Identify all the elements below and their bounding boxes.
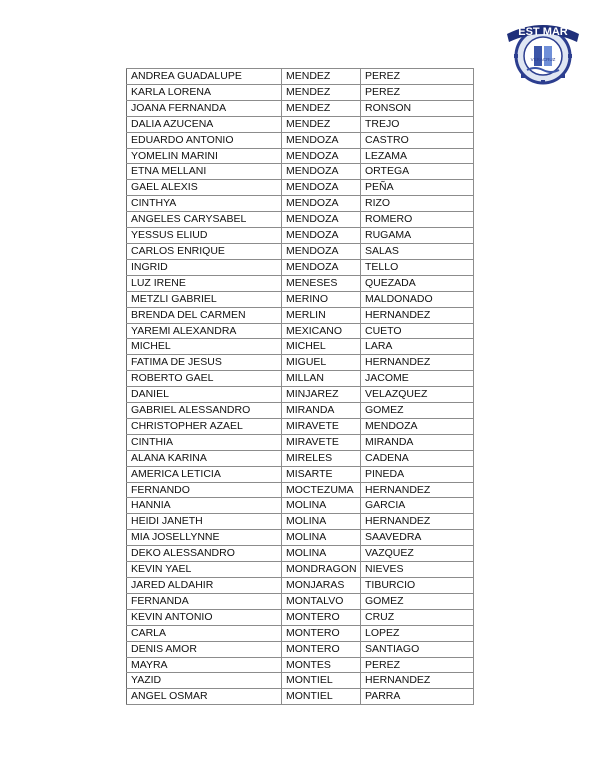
paternal-surname-cell: MINJAREZ: [282, 387, 361, 403]
paternal-surname-cell: MONJARAS: [282, 578, 361, 594]
given-names-cell: INGRID: [127, 259, 282, 275]
student-row: [127, 466, 474, 482]
maternal-surname-cell: ORTEGA: [361, 164, 474, 180]
student-row: [127, 180, 474, 196]
maternal-surname-cell: GARCIA: [361, 498, 474, 514]
paternal-surname-cell: MERINO: [282, 291, 361, 307]
given-names-cell: MAYRA: [127, 657, 282, 673]
maternal-surname-cell: HERNANDEZ: [361, 355, 474, 371]
paternal-surname-cell: MIRELES: [282, 450, 361, 466]
paternal-surname-cell: MONTERO: [282, 609, 361, 625]
paternal-surname-cell: MOLINA: [282, 514, 361, 530]
paternal-surname-cell: MENDOZA: [282, 228, 361, 244]
given-names-cell: DENIS AMOR: [127, 641, 282, 657]
paternal-surname-cell: MENDOZA: [282, 164, 361, 180]
student-row: [127, 339, 474, 355]
student-row: [127, 291, 474, 307]
given-names-cell: JARED ALDAHIR: [127, 578, 282, 594]
given-names-cell: BRENDA DEL CARMEN: [127, 307, 282, 323]
maternal-surname-cell: MIRANDA: [361, 434, 474, 450]
given-names-cell: ANDREA GUADALUPE: [127, 69, 282, 85]
given-names-cell: HEIDI JANETH: [127, 514, 282, 530]
maternal-surname-cell: HERNANDEZ: [361, 307, 474, 323]
given-names-cell: HANNIA: [127, 498, 282, 514]
given-names-cell: CHRISTOPHER AZAEL: [127, 418, 282, 434]
student-row: [127, 514, 474, 530]
paternal-surname-cell: MIRANDA: [282, 403, 361, 419]
maternal-surname-cell: NIEVES: [361, 562, 474, 578]
given-names-cell: CINTHIA: [127, 434, 282, 450]
paternal-surname-cell: MIRAVETE: [282, 434, 361, 450]
given-names-cell: ETNA MELLANI: [127, 164, 282, 180]
student-row: [127, 148, 474, 164]
given-names-cell: CARLOS ENRIQUE: [127, 243, 282, 259]
student-roster-body: [127, 69, 474, 705]
student-row: [127, 371, 474, 387]
paternal-surname-cell: MENDOZA: [282, 259, 361, 275]
student-row: [127, 673, 474, 689]
student-row: [127, 355, 474, 371]
paternal-surname-cell: MENDOZA: [282, 196, 361, 212]
student-row: [127, 641, 474, 657]
paternal-surname-cell: MENDOZA: [282, 243, 361, 259]
maternal-surname-cell: GOMEZ: [361, 403, 474, 419]
paternal-surname-cell: MENDOZA: [282, 180, 361, 196]
maternal-surname-cell: MENDOZA: [361, 418, 474, 434]
logo-ring-text: VERACRUZ: [530, 57, 556, 62]
given-names-cell: YAZID: [127, 673, 282, 689]
student-row: [127, 100, 474, 116]
maternal-surname-cell: SALAS: [361, 243, 474, 259]
maternal-surname-cell: MALDONADO: [361, 291, 474, 307]
school-logo: [503, 14, 583, 86]
student-row: [127, 228, 474, 244]
paternal-surname-cell: MONTIEL: [282, 689, 361, 705]
given-names-cell: CARLA: [127, 625, 282, 641]
student-row: [127, 625, 474, 641]
student-row: [127, 275, 474, 291]
paternal-surname-cell: MONTERO: [282, 625, 361, 641]
student-row: [127, 562, 474, 578]
maternal-surname-cell: PARRA: [361, 689, 474, 705]
paternal-surname-cell: MONTIEL: [282, 673, 361, 689]
maternal-surname-cell: ROMERO: [361, 212, 474, 228]
given-names-cell: FERNANDO: [127, 482, 282, 498]
paternal-surname-cell: MENDEZ: [282, 84, 361, 100]
student-row: [127, 546, 474, 562]
paternal-surname-cell: MENDEZ: [282, 100, 361, 116]
given-names-cell: GABRIEL ALESSANDRO: [127, 403, 282, 419]
given-names-cell: ANGEL OSMAR: [127, 689, 282, 705]
student-row: [127, 593, 474, 609]
paternal-surname-cell: MONTERO: [282, 641, 361, 657]
paternal-surname-cell: MENDOZA: [282, 132, 361, 148]
given-names-cell: KEVIN ANTONIO: [127, 609, 282, 625]
given-names-cell: ANGELES CARYSABEL: [127, 212, 282, 228]
student-row: [127, 164, 474, 180]
student-row: [127, 212, 474, 228]
paternal-surname-cell: MOLINA: [282, 498, 361, 514]
maternal-surname-cell: PEREZ: [361, 69, 474, 85]
given-names-cell: ALANA KARINA: [127, 450, 282, 466]
given-names-cell: METZLI GABRIEL: [127, 291, 282, 307]
maternal-surname-cell: SANTIAGO: [361, 641, 474, 657]
paternal-surname-cell: MIRAVETE: [282, 418, 361, 434]
maternal-surname-cell: CUETO: [361, 323, 474, 339]
maternal-surname-cell: RIZO: [361, 196, 474, 212]
student-row: [127, 132, 474, 148]
maternal-surname-cell: PEÑA: [361, 180, 474, 196]
student-row: [127, 418, 474, 434]
given-names-cell: DEKO ALESSANDRO: [127, 546, 282, 562]
maternal-surname-cell: CADENA: [361, 450, 474, 466]
student-row: [127, 530, 474, 546]
paternal-surname-cell: MENESES: [282, 275, 361, 291]
logo-emblem-left: [534, 46, 542, 66]
student-row: [127, 243, 474, 259]
maternal-surname-cell: TIBURCIO: [361, 578, 474, 594]
given-names-cell: YESSUS ELIUD: [127, 228, 282, 244]
given-names-cell: FATIMA DE JESUS: [127, 355, 282, 371]
maternal-surname-cell: PEREZ: [361, 657, 474, 673]
student-row: [127, 84, 474, 100]
given-names-cell: KARLA LORENA: [127, 84, 282, 100]
paternal-surname-cell: MOLINA: [282, 530, 361, 546]
paternal-surname-cell: MIGUEL: [282, 355, 361, 371]
maternal-surname-cell: CASTRO: [361, 132, 474, 148]
given-names-cell: FERNANDA: [127, 593, 282, 609]
maternal-surname-cell: RONSON: [361, 100, 474, 116]
maternal-surname-cell: HERNANDEZ: [361, 514, 474, 530]
maternal-surname-cell: TREJO: [361, 116, 474, 132]
maternal-surname-cell: PINEDA: [361, 466, 474, 482]
paternal-surname-cell: MENDEZ: [282, 69, 361, 85]
given-names-cell: YOMELIN MARINI: [127, 148, 282, 164]
student-row: [127, 307, 474, 323]
student-row: [127, 450, 474, 466]
maternal-surname-cell: HERNANDEZ: [361, 482, 474, 498]
student-row: [127, 689, 474, 705]
paternal-surname-cell: MOCTEZUMA: [282, 482, 361, 498]
student-row: [127, 259, 474, 275]
maternal-surname-cell: LARA: [361, 339, 474, 355]
student-row: [127, 609, 474, 625]
paternal-surname-cell: MONTES: [282, 657, 361, 673]
paternal-surname-cell: MICHEL: [282, 339, 361, 355]
given-names-cell: ROBERTO GAEL: [127, 371, 282, 387]
given-names-cell: AMERICA LETICIA: [127, 466, 282, 482]
given-names-cell: GAEL ALEXIS: [127, 180, 282, 196]
paternal-surname-cell: MENDEZ: [282, 116, 361, 132]
maternal-surname-cell: VELAZQUEZ: [361, 387, 474, 403]
student-row: [127, 403, 474, 419]
maternal-surname-cell: GOMEZ: [361, 593, 474, 609]
student-row: [127, 657, 474, 673]
given-names-cell: DANIEL: [127, 387, 282, 403]
student-row: [127, 578, 474, 594]
given-names-cell: JOANA FERNANDA: [127, 100, 282, 116]
student-roster-table: [126, 68, 474, 705]
maternal-surname-cell: PEREZ: [361, 84, 474, 100]
maternal-surname-cell: JACOME: [361, 371, 474, 387]
maternal-surname-cell: TELLO: [361, 259, 474, 275]
given-names-cell: CINTHYA: [127, 196, 282, 212]
student-row: [127, 434, 474, 450]
paternal-surname-cell: MOLINA: [282, 546, 361, 562]
logo-banner-text: EST MAR: [518, 26, 568, 38]
student-row: [127, 498, 474, 514]
given-names-cell: MICHEL: [127, 339, 282, 355]
given-names-cell: EDUARDO ANTONIO: [127, 132, 282, 148]
logo-emblem-right: [544, 46, 552, 66]
maternal-surname-cell: VAZQUEZ: [361, 546, 474, 562]
student-row: [127, 387, 474, 403]
maternal-surname-cell: LOPEZ: [361, 625, 474, 641]
paternal-surname-cell: MONDRAGON: [282, 562, 361, 578]
student-row: [127, 196, 474, 212]
paternal-surname-cell: MERLIN: [282, 307, 361, 323]
maternal-surname-cell: QUEZADA: [361, 275, 474, 291]
paternal-surname-cell: MISARTE: [282, 466, 361, 482]
student-row: [127, 323, 474, 339]
paternal-surname-cell: MONTALVO: [282, 593, 361, 609]
given-names-cell: KEVIN YAEL: [127, 562, 282, 578]
given-names-cell: MIA JOSELLYNNE: [127, 530, 282, 546]
student-row: [127, 482, 474, 498]
student-row: [127, 116, 474, 132]
given-names-cell: LUZ IRENE: [127, 275, 282, 291]
maternal-surname-cell: CRUZ: [361, 609, 474, 625]
maternal-surname-cell: SAAVEDRA: [361, 530, 474, 546]
maternal-surname-cell: HERNANDEZ: [361, 673, 474, 689]
paternal-surname-cell: MEXICANO: [282, 323, 361, 339]
paternal-surname-cell: MILLAN: [282, 371, 361, 387]
maternal-surname-cell: RUGAMA: [361, 228, 474, 244]
paternal-surname-cell: MENDOZA: [282, 212, 361, 228]
given-names-cell: YAREMI ALEXANDRA: [127, 323, 282, 339]
given-names-cell: DALIA AZUCENA: [127, 116, 282, 132]
maternal-surname-cell: LEZAMA: [361, 148, 474, 164]
paternal-surname-cell: MENDOZA: [282, 148, 361, 164]
student-row: [127, 69, 474, 85]
